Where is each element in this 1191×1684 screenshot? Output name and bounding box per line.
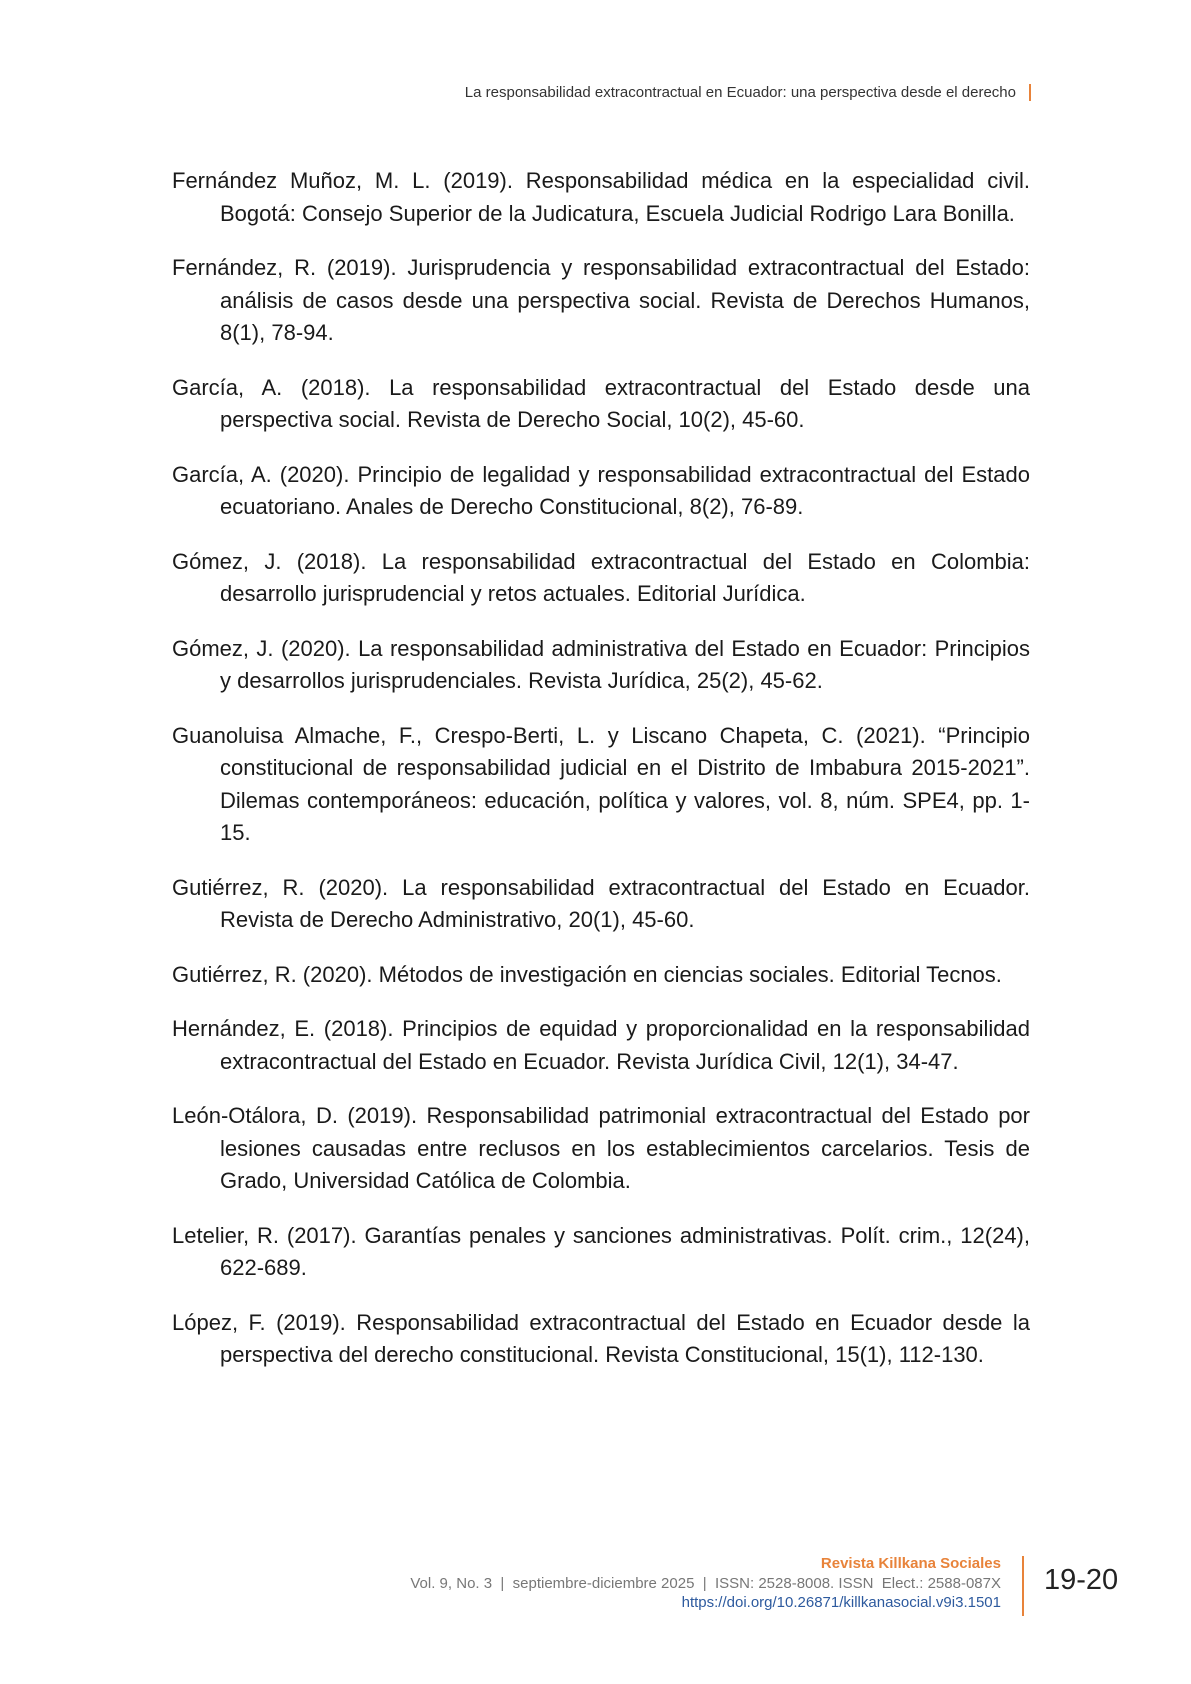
reference-entry: García, A. (2018). La responsabilidad extracontractual del Estado desde una perspectiva social. Revista de Derecho Social, 10(2), 45-60. bbox=[172, 374, 1030, 432]
reference-entry: León-Otálora, D. (2019). Responsabilidad patrimonial extracontractual del Estado por lesiones causadas entre reclusos en los establecimientos carcelarios. Tesis de Grado, Universidad Católica de Colombia. bbox=[172, 1103, 1030, 1193]
footer-divider bbox=[1022, 1556, 1024, 1616]
reference-entry: Gutiérrez, R. (2020). La responsabilidad extracontractual del Estado en Ecuador. Revista de Derecho Administrativo, 20(1), 45-60. bbox=[172, 874, 1030, 932]
running-header bbox=[465, 84, 1031, 101]
running-title: La responsabilidad extracontractual en Ecuador: una perspectiva desde el derecho bbox=[464, 84, 1016, 101]
header-accent-bar bbox=[1029, 84, 1031, 101]
reference-entry: Gutiérrez, R. (2020). Métodos de investigación en ciencias sociales. Editorial Tecnos. bbox=[172, 961, 1002, 987]
reference-entry: Letelier, R. (2017). Garantías penales y sanciones administrativas. Polít. crim., 12(24), 622-689. bbox=[172, 1222, 1030, 1280]
reference-entry: Gómez, J. (2018). La responsabilidad extracontractual del Estado en Colombia: desarrollo jurisprudencial y retos actuales. Editorial Jurídica. bbox=[172, 548, 1030, 606]
reference-entry: Fernández, R. (2019). Jurisprudencia y responsabilidad extracontractual del Estado: análisis de casos desde una perspectiva social. Revista de Derechos Humanos, 8(1), 78-94. bbox=[172, 255, 1030, 345]
page-number: 19-20 bbox=[1044, 1564, 1119, 1596]
reference-entry: Fernández Muñoz, M. L. (2019). Responsabilidad médica en la especialidad civil. Bogotá: Consejo Superior de la Judicatura, Escuela Judicial Rodrigo Lara Bonilla. bbox=[172, 168, 1030, 226]
reference-entry: Guanoluisa Almache, F., Crespo-Berti, L. y Liscano Chapeta, C. (2021). “Principio constitucional de responsabilidad judicial en el Distrito de Imbabura 2015-2021”. Dilemas contemporáneos: educación, política y valores, vol. 8, núm. SPE4, pp. 1-15. bbox=[172, 722, 1030, 845]
footer bbox=[410, 1554, 1001, 1613]
reference-list bbox=[172, 165, 1030, 1394]
reference-entry: García, A. (2020). Principio de legalidad y responsabilidad extracontractual del Estado ecuatoriano. Anales de Derecho Constitucional, 8(2), 76-89. bbox=[172, 461, 1030, 519]
reference-entry: López, F. (2019). Responsabilidad extracontractual del Estado en Ecuador desde la perspectiva del derecho constitucional. Revista Constitucional, 15(1), 112-130. bbox=[172, 1309, 1030, 1367]
journal-name: Revista Killkana Sociales bbox=[820, 1555, 1001, 1572]
reference-entry: Gómez, J. (2020). La responsabilidad administrativa del Estado en Ecuador: Principios y desarrollos jurisprudenciales. Revista Jurídica, 25(2), 45-62. bbox=[172, 635, 1030, 693]
reference-entry: Hernández, E. (2018). Principios de equidad y proporcionalidad en la responsabilidad extracontractual del Estado en Ecuador. Revista Jurídica Civil, 12(1), 34-47. bbox=[172, 1016, 1030, 1074]
doi-link[interactable]: https://doi.org/10.26871/killkanasocial.v9i3.1501 bbox=[681, 1594, 1001, 1611]
issue-info: Vol. 9, No. 3 | septiembre-diciembre 2025 | ISSN: 2528-8008. ISSN Elect.: 2588-087X bbox=[410, 1574, 1001, 1592]
